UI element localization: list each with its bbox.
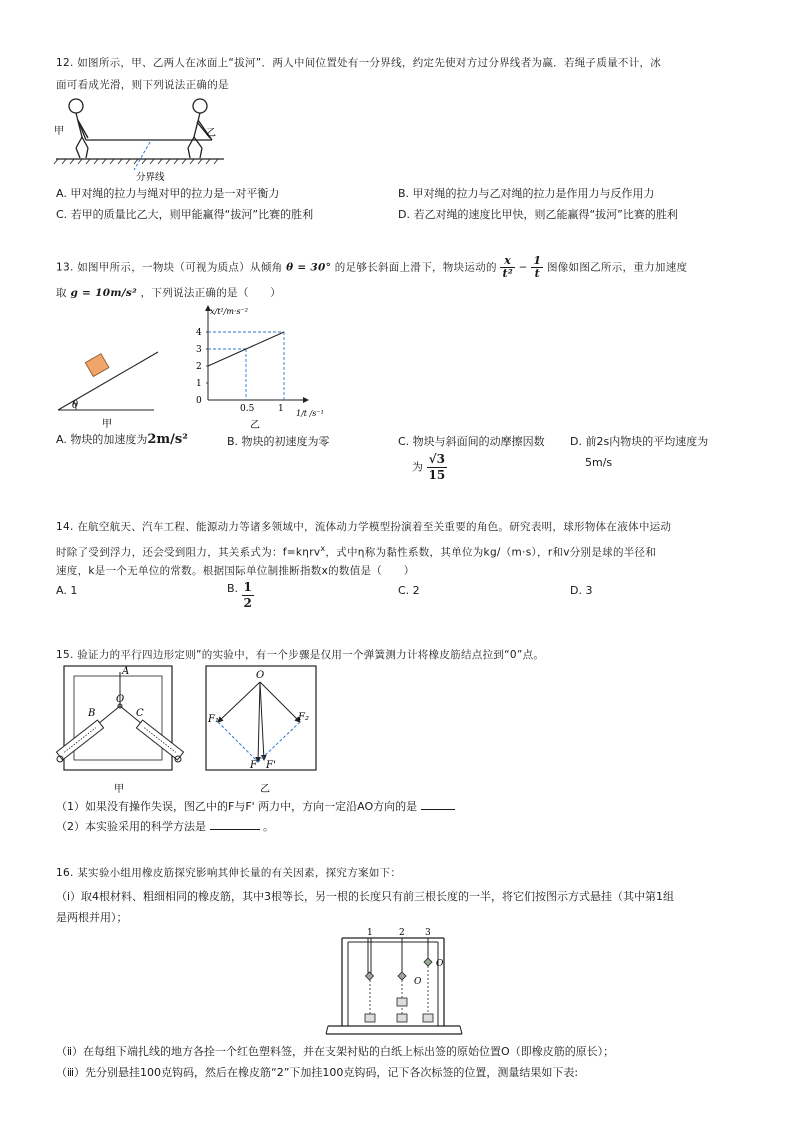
q12-stem-line1: 12. 如图所示，甲、乙两人在冰面上“拔河”．两人中间位置处有一分界线，约定先使对方过分界线者为赢．若绳子质量不计，冰 (56, 57, 662, 69)
q13-option-c: C. 物块与斜面间的动摩擦因数 (398, 435, 545, 448)
force-f (258, 682, 260, 762)
q13-stem-part-b: 的足够长斜面上滑下，物块运动的 (334, 261, 497, 274)
label-o-left: O (116, 694, 125, 705)
q12-option-c: C. 若甲的质量比乙大，则甲能赢得“拔河”比赛的胜利 (56, 208, 314, 221)
apparatus-caption: 甲 (114, 784, 124, 795)
label-f: F (250, 760, 257, 771)
q13-option-d: D. 前2s内物块的平均速度为 (570, 435, 709, 448)
label-o-right: O (256, 670, 265, 681)
x-tick-label: 0.5 (240, 404, 255, 414)
q14-option-d: D. 3 (570, 584, 593, 597)
q16-step3: （ⅲ）先分别悬挂100克钩码，然后在橡皮筋“2”下加挂100克钩码，记下各次标签的位置，测量结果如下表: (56, 1066, 579, 1079)
x-axis-label: 1/t /s⁻¹ (296, 409, 324, 418)
q16-step1-line1: （ⅰ）取4根材料、粗细相同的橡皮筋，其中3根等长，另一根的长度只有前三根长度的一半，将它们按图示方式悬挂（其中第1组 (56, 890, 675, 903)
ice-hatching (54, 159, 218, 164)
q13-stem-part-d: 取 (56, 287, 67, 299)
label-f1: F₁ (208, 714, 219, 725)
q13-theta: θ = 30° (286, 261, 332, 274)
q13-g: g = 10m/s² (70, 287, 137, 299)
y-tick-label: 4 (196, 328, 202, 338)
graph-caption: 乙 (250, 420, 260, 431)
q13-option-d-value: 5m/s (585, 456, 613, 469)
y-tick-label: 1 (196, 379, 202, 389)
q14-stem-line3: 速度，k是一个无单位的常数。根据国际单位制推断指数x的数值是（ ） (56, 565, 415, 577)
q13-stem-part-c: 图像如图乙所示，重力加速度 (546, 261, 688, 274)
q13-stem-part-e: ，下列说法正确的是（ ） (140, 287, 282, 299)
y-axis-label: x/t²/m·s⁻² (210, 307, 248, 316)
angle-label: θ (72, 400, 79, 411)
q13-option-b: B. 物块的初速度为零 (227, 435, 330, 448)
x-tick-label: 1 (278, 404, 284, 414)
y-tick-label: 0 (196, 396, 202, 406)
q12-tug-of-war-figure (54, 92, 244, 182)
left-person-figure (69, 99, 88, 158)
q15-force-diagram (204, 664, 320, 796)
q15-sub1-blank[interactable] (421, 809, 455, 810)
q13-frac-1-over-t: $\frac{1}{t}$ (533, 254, 542, 280)
force-f-prime (260, 682, 264, 760)
q13-incline-figure (54, 340, 164, 430)
boundary-label: 分界线 (136, 172, 165, 183)
q13-option-a: A. 物块的加速度为2m/s² (56, 432, 188, 447)
q15-sub1: （1）如果没有操作失误，图乙中的F与F' 两力中，方向一定沿AO方向的是 (56, 798, 455, 816)
q16-rubber-band-figure (324, 926, 472, 1042)
q15-stem: 15. 验证力的平行四边形定则”的实验中，有一个步骤是仅用一个弹簧测力计将橡皮筋结点拉到“0”点。 (56, 649, 545, 661)
incline-caption: 甲 (102, 419, 112, 430)
q12-stem-line2: 面可看成光滑，则下列说法正确的是 (56, 79, 229, 91)
q16-step1-line2: 是两根并用）； (56, 911, 128, 924)
force-f1 (218, 682, 260, 722)
q15-sub2-blank[interactable] (210, 829, 260, 830)
q13-option-a-value: 2m/s² (147, 432, 188, 447)
label-f2: F₂ (298, 712, 309, 723)
sliding-block (85, 354, 109, 377)
right-person-label: 乙 (206, 128, 216, 139)
y-tick-label: 3 (196, 345, 202, 355)
label-f-prime: F' (266, 760, 276, 771)
q13-stem-line1 (56, 255, 687, 280)
q16-step2: （ⅱ）在每组下端扎线的地方各拴一个红色塑料签，并在支架衬贴的白纸上标出签的原始位置O（即橡皮筋的原长）； (56, 1045, 615, 1058)
q15-apparatus-figure (54, 664, 184, 796)
q13-frac-x-over-t2: $\frac{x}{\text{t²}}$ (502, 254, 513, 280)
band-label-3: 3 (425, 928, 431, 938)
q14-stem-line1: 14. 在航空航天、汽车工程、能源动力等诸多领域中，流体动力学模型扮演着至关重要的角色。研究表明，球形物体在液体中运动 (56, 521, 672, 533)
q13-minus: − (518, 261, 528, 274)
label-b: B (88, 708, 96, 719)
origin-label-3: O (436, 959, 444, 969)
label-a: A (122, 666, 130, 677)
band-label-1: 1 (367, 928, 373, 938)
spring-scale-right (136, 720, 183, 760)
q14-exponent-x: x (320, 544, 326, 553)
q14-stem-line2: 时除了受到浮力，还会受到阻力，其关系式为：f=kηrv$^x$，式中η称为黏性系数，其单位为kg/（m·s），r和v分别是球的半径和 (56, 544, 657, 559)
diagram-caption: 乙 (260, 784, 270, 795)
q15-sub2: （2）本实验采用的科学方法是 。 (56, 820, 274, 833)
q14-option-b: B. $\frac{1}{2}$ (227, 580, 252, 610)
q13-stem-part-a: 13. 如图甲所示，一物块（可视为质点）从倾角 (56, 261, 283, 274)
q12-option-d: D. 若乙对绳的速度比甲快，则乙能赢得“拔河”比赛的胜利 (398, 208, 678, 221)
board-outer (64, 666, 172, 770)
q14-option-a: A. 1 (56, 584, 78, 597)
left-person-label: 甲 (54, 126, 64, 137)
q13-option-c-value: 为 $\frac{√3}{15}$ (412, 452, 446, 482)
graph-data-layer (196, 328, 284, 414)
q12-option-a: A. 甲对绳的拉力与绳对甲的拉力是一对平衡力 (56, 187, 280, 200)
band-label-2: 2 (399, 928, 405, 938)
q14-option-c: C. 2 (398, 584, 420, 597)
y-tick-label: 2 (196, 362, 202, 372)
q12-option-b: B. 甲对绳的拉力与乙对绳的拉力是作用力与反作用力 (398, 187, 655, 200)
boundary-line (134, 142, 150, 170)
origin-label-2: O (414, 977, 422, 987)
q16-stem: 16. 某实验小组用橡皮筋探究影响其伸长量的有关因素，探究方案如下： (56, 867, 402, 879)
q13-graph-figure (196, 300, 324, 432)
force-f2 (260, 682, 300, 722)
label-c: C (136, 708, 144, 719)
